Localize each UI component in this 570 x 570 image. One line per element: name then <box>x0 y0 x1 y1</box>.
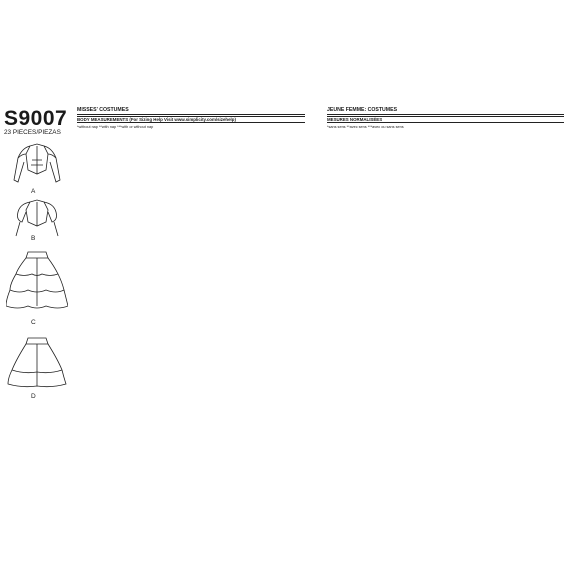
figure-a-bolero-jacket-drawing <box>8 140 66 194</box>
figure-label-a: A <box>31 188 36 195</box>
english-yardage-chart <box>77 108 305 130</box>
english-body-measurements-bar: BODY MEASUREMENTS (For Sizing Help Visit www.simplicity.com/sizehelp) <box>77 116 305 123</box>
figure-c-skirt-drawing <box>6 250 68 314</box>
pieces-count: 23 PIECES/PIEZAS <box>4 129 61 136</box>
french-header: JEUNE FEMME: COSTUMES <box>327 108 564 115</box>
english-footnote: *without nap **with nap ***with or without nap <box>77 125 154 130</box>
figure-d-skirt-drawing <box>6 336 68 390</box>
figure-label-b: B <box>31 235 36 242</box>
english-header: MISSES' COSTUMES <box>77 108 305 115</box>
figure-label-d: D <box>31 393 36 400</box>
french-body-measurements-bar: MESURES NORMALISÉES <box>327 116 564 123</box>
figure-b-bolero-jacket-drawing <box>8 198 66 240</box>
pattern-number: S9007 <box>4 107 68 130</box>
french-yardage-chart <box>327 108 564 130</box>
french-footnote: *sans sens **avec sens ***avec ou sans sens <box>327 125 404 130</box>
figure-label-c: C <box>31 319 36 326</box>
